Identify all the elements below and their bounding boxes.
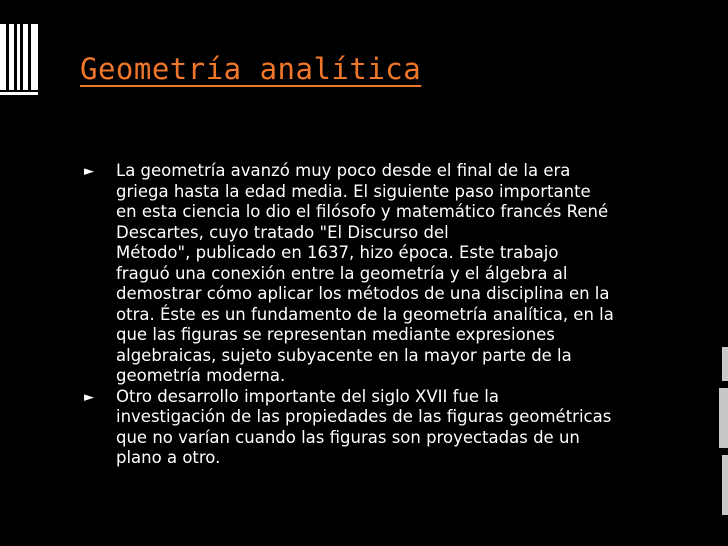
bullet-item (84, 161, 690, 387)
bullet-marker-icon: ► (84, 164, 94, 179)
bullet-line: La geometría avanzó muy poco desde el final de la era (116, 161, 571, 180)
bullet-marker-icon: ► (84, 389, 94, 405)
bullet-line: griega hasta la edad media. El siguiente paso importante (116, 181, 591, 201)
decor-bar-left-1 (0, 24, 6, 90)
bullet-line: que las figuras se representan mediante expresiones (116, 325, 555, 344)
bullet-line: Otro desarrollo importante del siglo XVII fue la (116, 386, 499, 406)
decor-bar-right-1 (722, 347, 728, 381)
decor-bar-left-3 (17, 24, 20, 90)
bullet-line: Método", publicado en 1637, hizo época. Este trabajo (116, 243, 559, 262)
bullet-line: geometría moderna. (116, 366, 286, 385)
decor-bar-left-5 (31, 24, 38, 90)
slide-title: Geometría analítica (80, 52, 422, 86)
bullet-line: otra. Éste es un fundamento de la geometría analítica, en la (116, 304, 614, 324)
decor-bar-right-3 (722, 455, 728, 515)
bullet-line: investigación de las propiedades de las figuras geométricas (116, 407, 612, 426)
bullet-line: fraguó una conexión entre la geometría y el álgebra al (116, 263, 568, 283)
slide-body (84, 161, 690, 469)
bullet-item (84, 386, 690, 469)
bullet-line: Descartes, cuyo tratado "El Discurso del (116, 222, 449, 242)
bullet-line: demostrar cómo aplicar los métodos de una disciplina en la (116, 284, 610, 303)
decor-bar-right-2 (719, 388, 728, 448)
bullet-line: en esta ciencia lo dio el filósofo y matemático francés René (116, 202, 609, 221)
decor-bar-left-6 (0, 92, 38, 95)
bullet-line: plano a otro. (116, 448, 221, 467)
decor-bar-left-2 (9, 24, 14, 90)
bullet-line: algebraicas, sujeto subyacente en la mayor parte de la (116, 345, 572, 365)
bullet-line: que no varían cuando las figuras son proyectadas de un (116, 427, 580, 447)
decor-bar-left-4 (23, 24, 28, 90)
